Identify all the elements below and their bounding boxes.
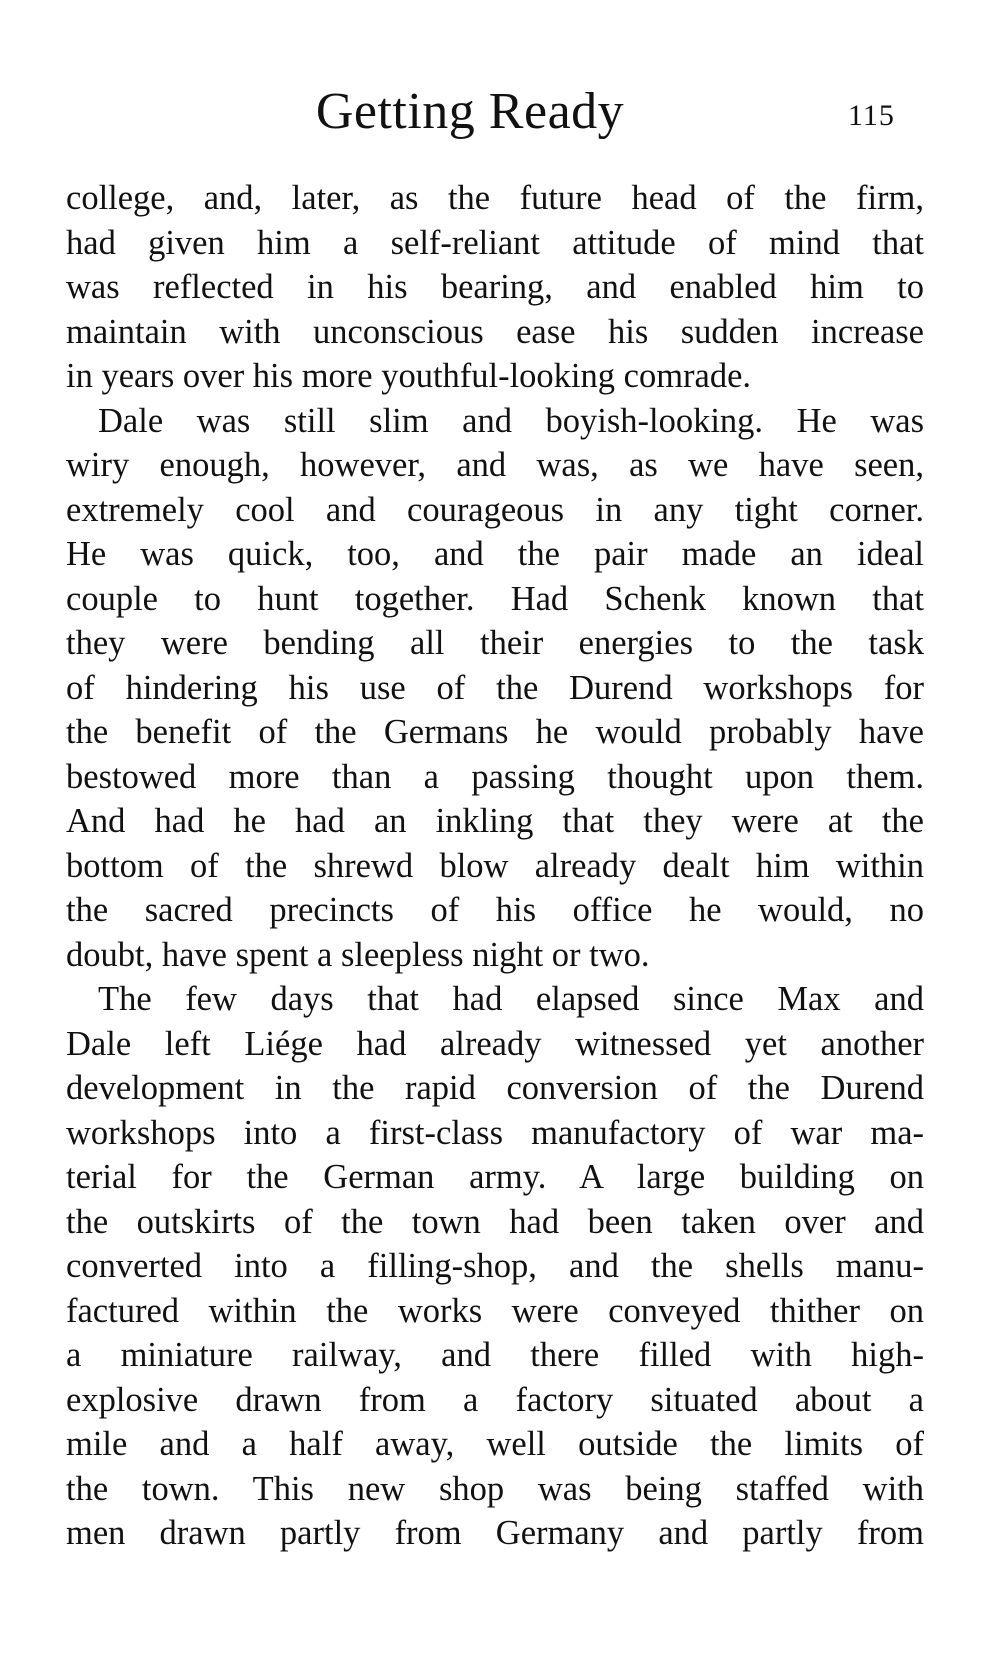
- running-head: [0, 80, 1000, 150]
- running-title: Getting Ready: [315, 83, 625, 140]
- text-line: mile and a half away, well outside the limits of: [66, 1425, 924, 1463]
- text-line: workshops into a first-class manufactory of war ma-: [66, 1113, 924, 1152]
- text-line: had given him a self-reliant attitude of mind that: [66, 223, 924, 262]
- text-line: the sacred precincts of his office he would, no: [66, 891, 924, 929]
- text-line: the benefit of the Germans he would probably have: [66, 713, 924, 751]
- text-line: wiry enough, however, and was, as we have seen,: [66, 446, 924, 484]
- text-line: college, and, later, as the future head of the firm,: [66, 179, 924, 217]
- text-line: they were bending all their energies to the task: [66, 624, 924, 662]
- text-line: development in the rapid conversion of the Durend: [66, 1069, 924, 1107]
- text-line: converted into a filling-shop, and the shells manu-: [66, 1247, 924, 1285]
- page-number: 115: [848, 99, 895, 132]
- text-line: explosive drawn from a factory situated about a: [66, 1380, 924, 1419]
- text-line: The few days that had elapsed since Max and: [98, 980, 924, 1018]
- text-line: the outskirts of the town had been taken over and: [66, 1202, 924, 1241]
- text-line: factured within the works were conveyed thither on: [66, 1291, 924, 1330]
- text-line: doubt, have spent a sleepless night or two.: [66, 935, 650, 974]
- text-line: the town. This new shop was being staffed with: [66, 1469, 924, 1508]
- text-line: extremely cool and courageous in any tight corner.: [66, 490, 924, 529]
- text-line: couple to hunt together. Had Schenk known that: [66, 579, 924, 618]
- text-line: bottom of the shrewd blow already dealt him within: [66, 846, 924, 885]
- text-line: bestowed more than a passing thought upon them.: [66, 757, 924, 796]
- text-line: terial for the German army. A large building on: [66, 1158, 924, 1196]
- text-line: He was quick, too, and the pair made an ideal: [66, 535, 924, 573]
- text-line: Dale was still slim and boyish-looking. He was: [98, 401, 924, 440]
- text-line: maintain with unconscious ease his sudden increase: [66, 312, 924, 351]
- body-text: [66, 176, 924, 1556]
- text-line: in years over his more youthful-looking comrade.: [66, 357, 752, 395]
- text-line: a miniature railway, and there filled with high-: [66, 1336, 924, 1374]
- text-line: of hindering his use of the Durend workshops for: [66, 668, 924, 707]
- text-line: Dale left Liége had already witnessed yet another: [66, 1024, 924, 1063]
- text-line: was reflected in his bearing, and enabled him to: [66, 268, 924, 306]
- text-line: men drawn partly from Germany and partly from: [66, 1514, 924, 1552]
- text-line: And had he had an inkling that they were at the: [66, 802, 924, 840]
